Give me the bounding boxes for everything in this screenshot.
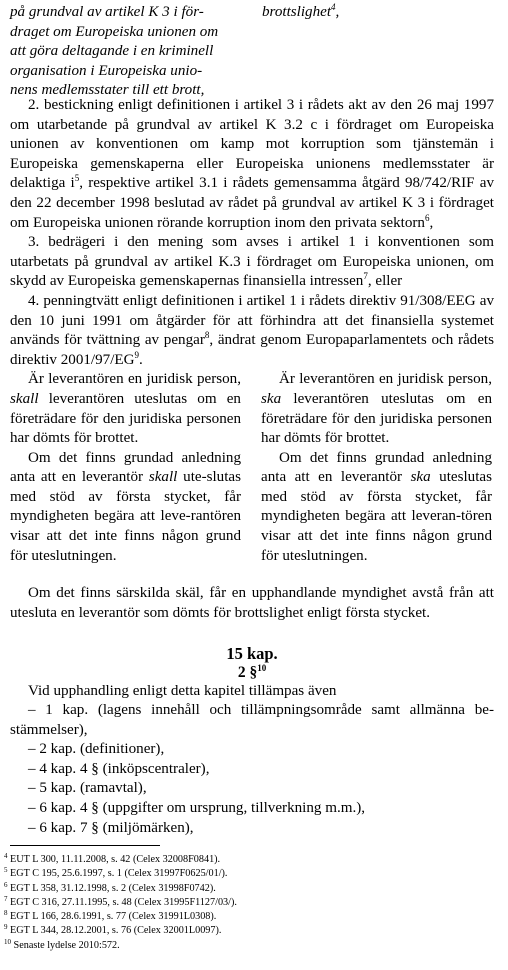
footnote-number: 4 [4,852,8,860]
intro-paragraph: Vid upphandling enligt detta kapitel tillämpas även [28,682,337,699]
footnote-ref: 7 [363,271,368,282]
item-3 [10,233,494,292]
footnote-text: EUT L 300, 11.11.2008, s. 42 (Celex 32008F0841). [10,854,221,865]
text-line: på grundval av artikel K 3 i för- [10,4,204,20]
footnote-number: 9 [4,923,8,932]
footnotes [4,853,494,953]
text-fragment: leverantören uteslutas om en företrädare för den juridiska personen har dömts för brottet. [261,390,492,447]
list-item: – 6 kap. 4 § (uppgifter om ursprung, tillverkning m.m.), [28,800,366,817]
footnote-text: Senaste lydelse 2010:572. [13,939,120,951]
left-paragraph-2 [10,449,241,567]
left-paragraph-1 [10,370,241,448]
text-line: organisation i Europeiska unio- [10,62,203,79]
text-fragment: 3. bedrägeri i den mening som avses i artikel 1 i konventionen som utarbetats på grundval av artikel K.3 i fördraget om Europeiska unionen, om skydd av Europeiska gemenskapernas finansiella intressen [10,234,494,290]
footnote-ref: 6 [424,212,430,223]
main-text [10,96,494,838]
top-left-column [10,3,250,101]
text-fragment: leverantören uteslutas om en företrädare för den juridiska personen har dömts för brottet. [10,390,241,447]
footnote-number: 5 [4,866,8,875]
footnote-separator [10,845,160,846]
footnote-number: 6 [4,880,8,889]
footnote-number: 10 [4,937,11,946]
text-line: att göra deltagande i en kriminell [10,43,214,60]
item-2 [10,96,494,233]
text-fragment: , eller [367,273,403,290]
footnote-number: 8 [4,909,8,918]
footnote-ref: 8 [204,330,210,341]
text-fragment: Om det finns grundad anledning anta att en leverantör [10,449,241,486]
text-fragment: Om det finns grundad anledning anta att en leverantör [261,449,492,486]
footnote [4,867,494,881]
footnote [4,853,494,867]
footnote-text: EGT L 166, 28.6.1991, s. 77 (Celex 31991L0308). [10,911,217,923]
footnote [4,896,494,910]
footnote-ref: 9 [134,349,140,360]
text-fragment: , respektive artikel 3.1 i rådets gemensamma åtgärd 98/742/RIF av den 22 december 1998 beslutad av rådet på grundval av artikel K 3 i fördraget om Europeiska unionen rörande korruption inom den privata sektorn [10,175,494,231]
top-right-column [262,3,500,23]
text-fragment: . [139,351,143,368]
footnote-text: EGT L 358, 31.12.1998, s. 2 (Celex 31998F0742). [10,882,216,894]
closing-paragraph: Om det finns särskilda skäl, får en upphandlande myndighet avstå från att utesluta en leverantör som dömts för brottslighet enligt första stycket. [10,585,494,621]
text-fragment: , [429,214,434,231]
list-item: – 6 kap. 7 § (miljömärken), [28,819,194,836]
section-heading [10,664,494,682]
footnote [4,910,494,924]
emphasis: skall [148,469,178,486]
chapter-heading: 15 kap. [226,643,278,663]
footnote [4,882,494,896]
text-fragment: , ändrat genom Europaparlamentets och rådets direktiv 2001/97/EG [10,332,494,368]
right-paragraph-2 [261,449,492,567]
emphasis: skall [10,390,39,407]
parallel-columns [10,370,494,584]
emphasis: ska [261,390,282,407]
text-fragment: Är leverantören en juridisk person, [28,371,241,388]
list-item: – 4 kap. 4 § (inköpscentraler), [28,760,210,777]
right-paragraph-1 [261,370,492,448]
list-item: – 1 kap. (lagens innehåll och tillämpningsområde samt allmänna be-stämmelser), [10,702,494,738]
chapter-list [10,701,494,838]
list-item: – 2 kap. (definitioner), [28,741,165,758]
footnote [4,924,494,938]
text-fragment: Är leverantören en juridisk person, [279,371,492,388]
footnote-ref: 4 [331,2,336,12]
text-fragment: 2. bestickning enligt definitionen i artikel 3 i rådets akt av den 26 maj 1997 om utarbetande på grundval av artikel K 3.2 c i fördraget om Europeiska unionen av konventionen om kamp mot korruption som tjänstemän i Europeiska gemenskaperna eller Europeiska unionens medlemsstater är delaktiga i [10,97,494,192]
footnote-ref: 10 [257,662,267,673]
section-number: 2 § [237,663,258,681]
right-column [261,370,492,566]
footnote-text: EGT L 344, 28.12.2001, s. 76 (Celex 32001L0097). [10,925,222,937]
left-column [10,370,241,566]
footnote [4,939,494,953]
footnote-ref: 5 [74,173,80,184]
emphasis: ska [410,469,431,486]
text-line: draget om Europeiska unionen om [10,23,219,40]
list-item: – 5 kap. (ramavtal), [28,780,147,797]
text-fragment: brottslighet [262,4,332,20]
footnote-text: EGT C 316, 27.11.1995, s. 48 (Celex 31995F1127/03/). [10,896,237,908]
text-fragment: 4. penningtvätt enligt definitionen i artikel 1 i rådets direktiv 91/308/EEG av den 10 juni 1991 om åtgärder för att förhindra att det finansiella systemet används för tvättning av pengar [10,292,494,349]
footnote-text: EGT C 195, 25.6.1997, s. 1 (Celex 31997F0625/01/). [10,868,228,880]
footnote-number: 7 [4,894,8,903]
text-fragment: uteslutas med stöd av första stycket, får myndigheten begära att leveran-tören visar att det inte finns någon grund för uteslutningen. [261,469,492,564]
item-4 [10,292,494,370]
text-fragment: ute-slutas med stöd av första stycket, får myndigheten begära att leve-rantören visar att det inte finns någon grund för uteslutningen. [10,469,241,564]
text-line: nens medlemsstater till ett brott, [10,82,205,99]
text-fragment: , [335,4,340,20]
